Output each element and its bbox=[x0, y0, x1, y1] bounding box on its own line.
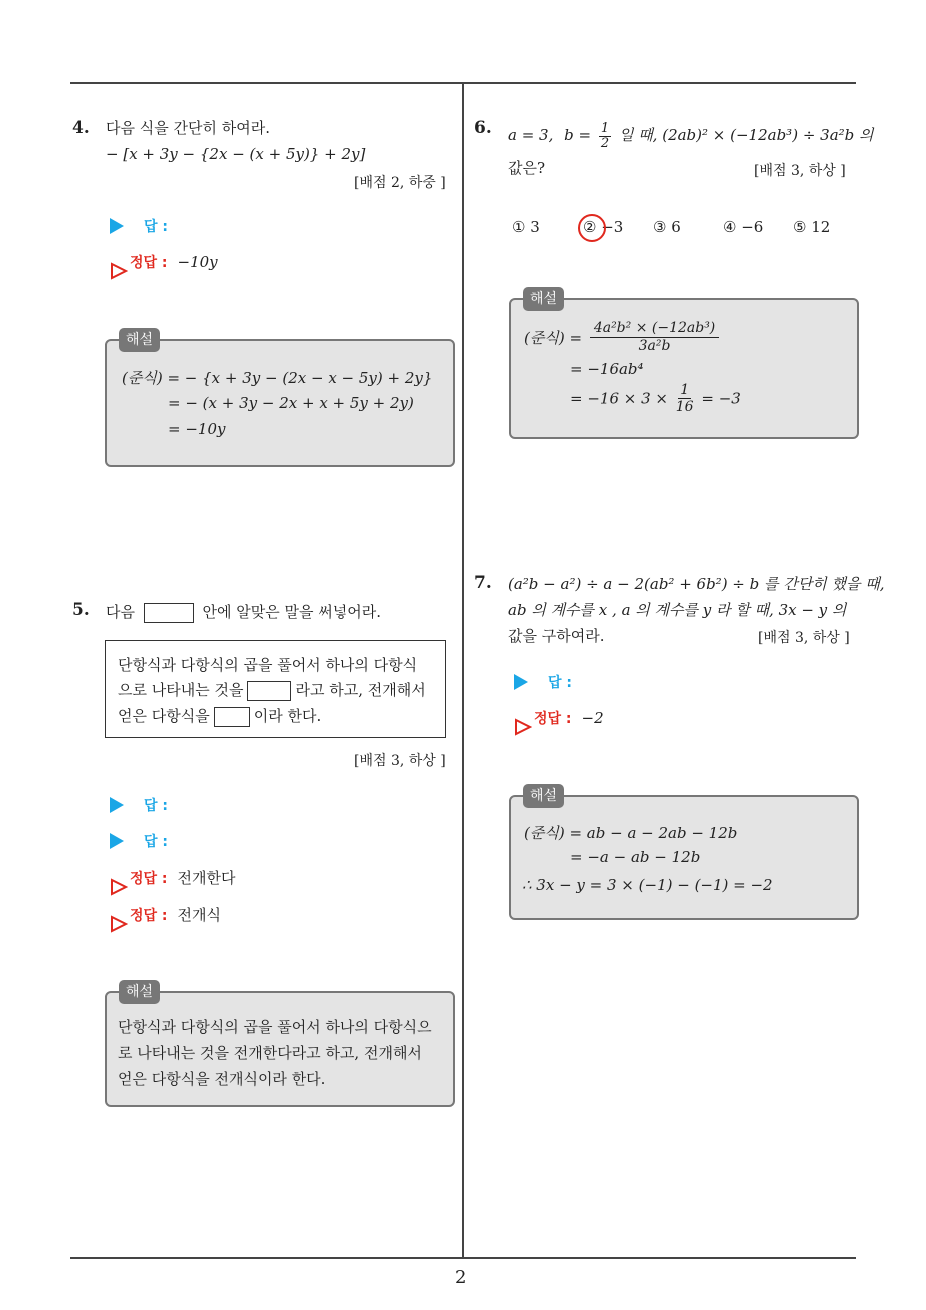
bottom-rule bbox=[70, 1257, 856, 1259]
q5-box-line-1: 단항식과 다항식의 곱을 풀어서 하나의 다항식 bbox=[118, 656, 418, 674]
play-icon bbox=[110, 833, 124, 849]
play-icon bbox=[514, 674, 528, 690]
q7-correct-row bbox=[514, 708, 604, 728]
q6-solution-tag: 해설 bbox=[523, 287, 564, 311]
q6-sol-line3-pre: = −16 × 3 × bbox=[570, 389, 668, 408]
q5-box-line-3-pre: 얻은 다항식을 bbox=[118, 707, 210, 725]
q5-answer-row-1[interactable] bbox=[110, 795, 178, 815]
q6-frac-den: 2 bbox=[600, 135, 610, 151]
q6-prompt-mid: 일 때, (2ab)² × (−12ab³) ÷ 3a²b 의 bbox=[618, 126, 874, 144]
q5-correct-row-2 bbox=[110, 904, 221, 925]
play-icon bbox=[110, 797, 124, 813]
q4-score: [배점 2, 하중 ] bbox=[354, 175, 446, 191]
q7-line-3: 값을 구하여라. bbox=[508, 627, 605, 645]
q5-correct-label-1: 정답 : bbox=[130, 870, 168, 887]
q7-answer-row[interactable] bbox=[514, 672, 582, 692]
q5-correct-row-1 bbox=[110, 867, 236, 888]
q5-correct-value-1: 전개한다 bbox=[177, 869, 236, 887]
q5-box-line-3 bbox=[118, 705, 321, 727]
q6-choice-1[interactable]: ① 3 bbox=[512, 218, 540, 236]
q7-line-1: (a²b − a²) ÷ a − 2(ab² + 6b²) ÷ b 를 간단히 했을 때, bbox=[508, 575, 885, 593]
q5-prompt bbox=[106, 602, 381, 623]
q5-prompt-blank bbox=[144, 603, 194, 623]
q5-answer-label-1: 답 : bbox=[144, 798, 168, 814]
q5-solution-line-2: 로 나타내는 것을 전개한다라고 하고, 전개해서 bbox=[118, 1044, 422, 1062]
q7-answer-label: 답 : bbox=[548, 675, 572, 691]
q5-box-line-2-post: 라고 하고, 전개해서 bbox=[295, 681, 426, 699]
q4-solution-line-2: = − (x + 3y − 2x + x + 5y + 2y) bbox=[168, 394, 414, 412]
q7-solution-tag: 해설 bbox=[523, 784, 564, 808]
q5-solution-tag: 해설 bbox=[119, 980, 160, 1004]
q6-prompt-line-1 bbox=[508, 120, 874, 151]
q6-sol-den: 3a²b bbox=[638, 338, 671, 354]
q6-score: [배점 3, 하상 ] bbox=[754, 163, 846, 179]
q7-solution-line-1: (준식) = ab − a − 2ab − 12b bbox=[524, 824, 738, 842]
q6-solution-line-1 bbox=[524, 320, 722, 355]
q6-cond-a: a = 3, bbox=[508, 126, 554, 144]
q6-choice-3[interactable]: ③ 6 bbox=[653, 218, 681, 236]
q5-blank-2[interactable] bbox=[214, 707, 250, 727]
play-icon bbox=[110, 218, 124, 234]
q6-solution-line-2: = −16ab⁴ bbox=[570, 360, 644, 378]
q5-answer-row-2[interactable] bbox=[110, 831, 178, 851]
q4-correct-value: −10y bbox=[177, 253, 218, 271]
q4-number: 4. bbox=[72, 118, 90, 138]
q5-solution-line-1: 단항식과 다항식의 곱을 풀어서 하나의 다항식으 bbox=[118, 1018, 432, 1036]
q6-sol-line3-post: = −3 bbox=[701, 389, 741, 408]
q6-sol-frac-num: 1 bbox=[680, 382, 690, 398]
q5-correct-value-2: 전개식 bbox=[177, 906, 222, 924]
q6-choice-5[interactable]: ⑤ 12 bbox=[793, 218, 831, 236]
q6-solution-line-3 bbox=[570, 382, 741, 415]
q6-sol-lhs: (준식) = bbox=[524, 329, 583, 347]
q5-correct-label-2: 정답 : bbox=[130, 907, 168, 924]
q4-solution-line-1: (준식) = − {x + 3y − (2x − x − 5y) + 2y} bbox=[122, 369, 433, 387]
q7-line-2: ab 의 계수를 x , a 의 계수를 y 라 할 때, 3x − y 의 bbox=[508, 601, 847, 619]
q6-prompt-line-2: 값은? bbox=[508, 159, 546, 177]
q5-prompt-post: 안에 알맞은 말을 써넣어라. bbox=[202, 603, 382, 621]
q4-prompt: 다음 식을 간단히 하여라. bbox=[106, 119, 270, 137]
q6-sol-fraction bbox=[590, 320, 719, 355]
q4-answer-label: 답 : bbox=[144, 219, 168, 235]
q5-box-line-3-post: 이라 한다. bbox=[253, 707, 322, 725]
page-number: 2 bbox=[455, 1267, 467, 1288]
q7-correct-label: 정답 : bbox=[534, 711, 572, 727]
q4-answer-row[interactable] bbox=[110, 216, 178, 236]
selected-choice-circle bbox=[578, 214, 606, 242]
q5-answer-label-2: 답 : bbox=[144, 834, 168, 850]
q4-correct-label: 정답 : bbox=[130, 255, 168, 271]
q6-sol-frac-den: 16 bbox=[675, 399, 694, 415]
q6-fraction bbox=[599, 122, 611, 151]
q5-box-line-2 bbox=[118, 679, 426, 701]
q4-correct-row bbox=[110, 252, 218, 272]
q6-sol-num: 4a²b² × (−12ab³) bbox=[590, 320, 719, 338]
q7-correct-value: −2 bbox=[581, 709, 604, 727]
q6-frac-num: 1 bbox=[600, 120, 610, 136]
q5-number: 5. bbox=[72, 600, 90, 620]
q6-cond-b: b = bbox=[564, 126, 592, 144]
q6-choice-4[interactable]: ④ −6 bbox=[723, 218, 764, 236]
q5-solution-line-3: 얻은 다항식을 전개식이라 한다. bbox=[118, 1070, 326, 1088]
q6-sol-fraction-2 bbox=[676, 382, 694, 415]
q7-score: [배점 3, 하상 ] bbox=[758, 630, 850, 646]
q5-blank-1[interactable] bbox=[247, 681, 291, 701]
q5-box-line-2-pre: 으로 나타내는 것을 bbox=[118, 681, 244, 699]
q6-number: 6. bbox=[474, 118, 492, 138]
q4-solution-tag: 해설 bbox=[119, 328, 160, 352]
q7-number: 7. bbox=[474, 573, 492, 593]
q5-prompt-pre: 다음 bbox=[106, 603, 135, 621]
column-divider bbox=[462, 84, 464, 1258]
q7-solution-line-3: ∴ 3x − y = 3 × (−1) − (−1) = −2 bbox=[522, 876, 773, 894]
q5-score: [배점 3, 하상 ] bbox=[354, 753, 446, 769]
q4-expression: − [x + 3y − {2x − (x + 5y)} + 2y] bbox=[106, 145, 366, 163]
q7-solution-line-2: = −a − ab − 12b bbox=[570, 848, 701, 866]
q4-solution-line-3: = −10y bbox=[168, 420, 226, 438]
q6-choice-2[interactable]: ② −3 bbox=[583, 218, 624, 236]
